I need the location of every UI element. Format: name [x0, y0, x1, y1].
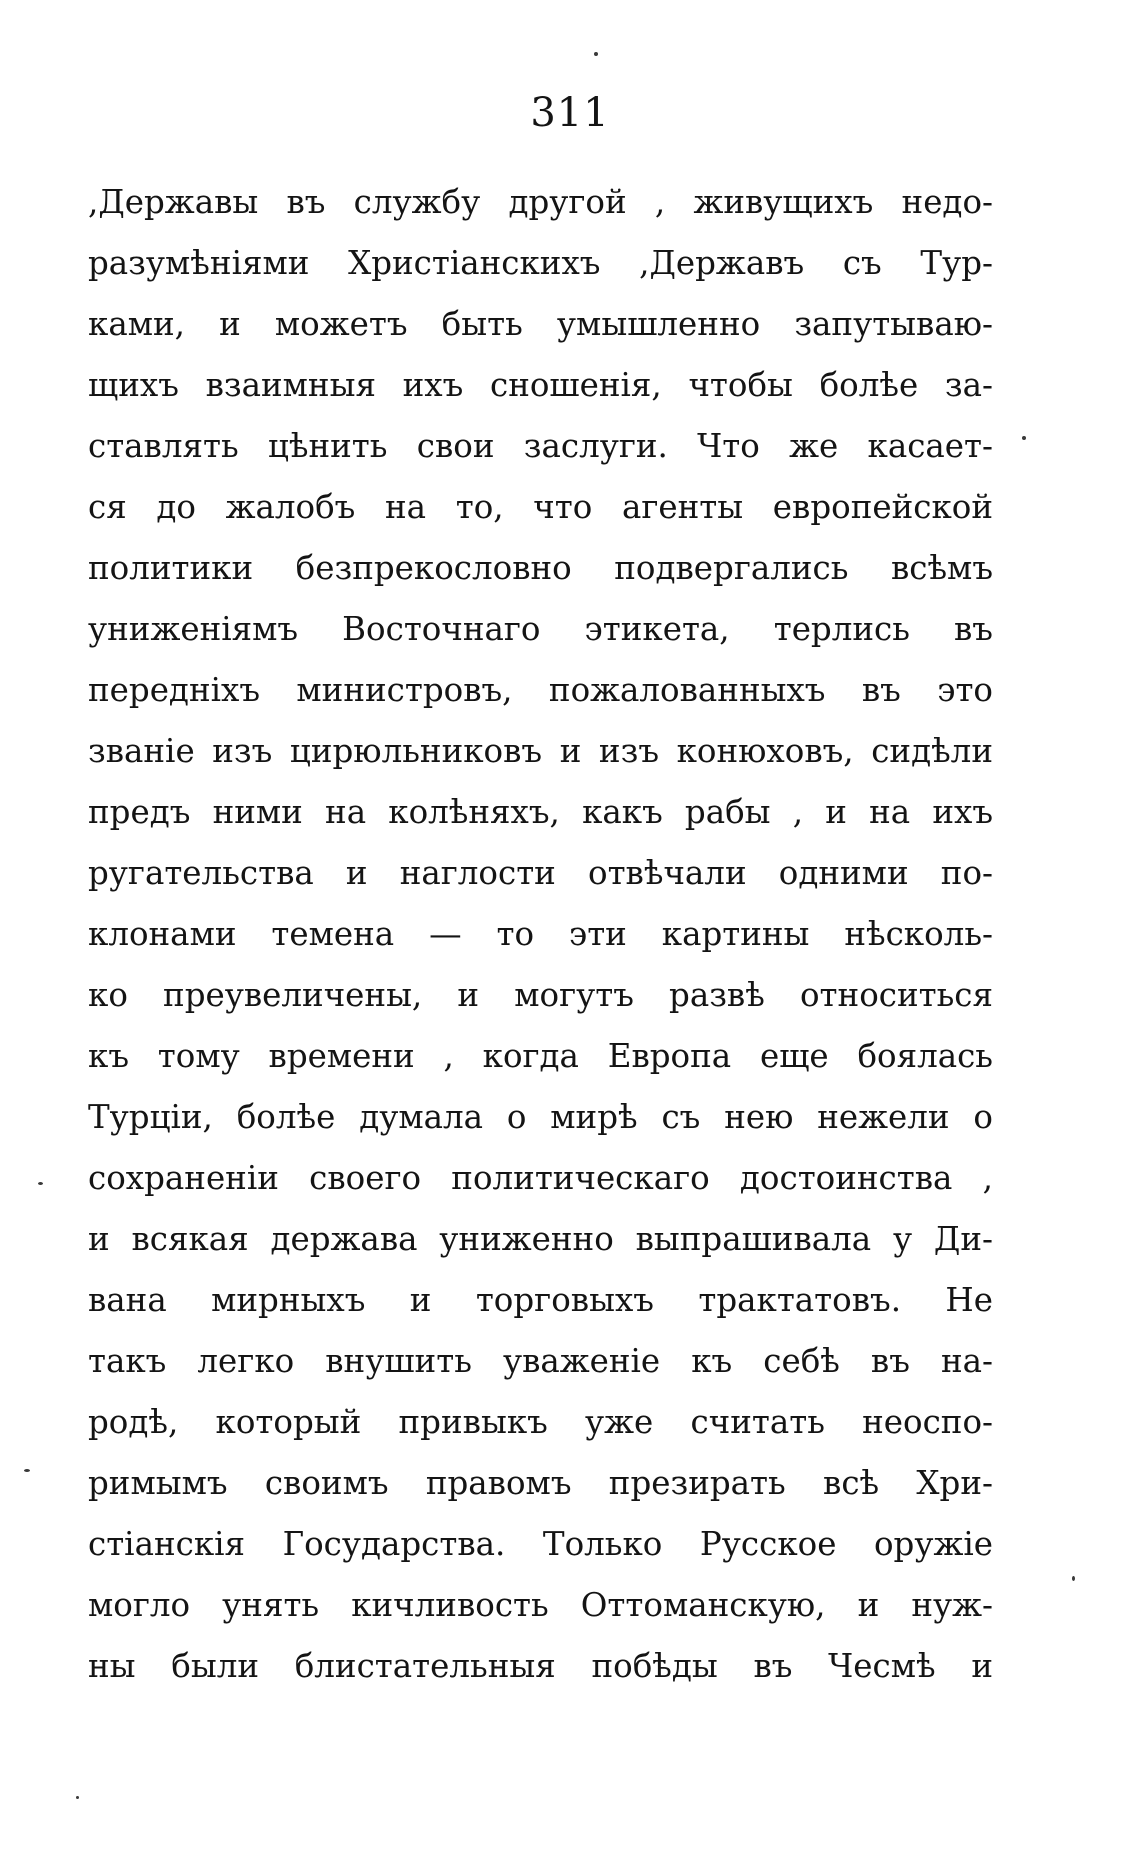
text-line: римымъ своимъ правомъ презирать всѣ Хри-	[88, 1464, 993, 1502]
scan-speck	[24, 1469, 30, 1472]
text-line: ками, и можетъ быть умышленно запутываю-	[88, 305, 993, 343]
text-line: передніхъ министровъ, пожалованныхъ въ это	[88, 671, 993, 709]
text-line: ся до жалобъ на то, что агенты европейской	[88, 488, 993, 526]
text-line: родѣ, который привыкъ уже считать неоспо-	[88, 1403, 993, 1441]
scan-speck	[76, 1796, 79, 1799]
text-line: ны были блистательныя побѣды въ Чесмѣ и	[88, 1647, 993, 1685]
text-line: и всякая держава униженно выпрашивала у Ди-	[88, 1220, 993, 1258]
page-text	[88, 172, 993, 1697]
text-line: щихъ взаимныя ихъ сношенія, чтобы болѣе за-	[88, 366, 993, 404]
text-line: ко преувеличены, и могутъ развѣ относиться	[88, 976, 993, 1014]
text-line: клонами темена — то эти картины нѣсколь-	[88, 915, 993, 953]
text-line: униженіямъ Восточнаго этикета, терлись въ	[88, 610, 993, 648]
text-line: разумѣніями Христіанскихъ ,Державъ съ Тур-	[88, 244, 993, 282]
text-line: сохраненіи своего политическаго достоинства ,	[88, 1159, 993, 1197]
text-line: вана мирныхъ и торговыхъ трактатовъ. Не	[88, 1281, 993, 1319]
page-number: 311	[530, 90, 610, 136]
text-line: такъ легко внушить уваженіе къ себѣ въ на-	[88, 1342, 993, 1380]
text-line: стіанскія Государства. Только Русское оружіе	[88, 1525, 993, 1563]
text-line: къ тому времени , когда Европа еще боялась	[88, 1037, 993, 1075]
text-line: званіе изъ цирюльниковъ и изъ конюховъ, сидѣли	[88, 732, 993, 770]
text-line: политики безпрекословно подвергались всѣмъ	[88, 549, 993, 587]
text-line: ругательства и наглости отвѣчали одними по-	[88, 854, 993, 892]
scan-speck	[1022, 436, 1026, 440]
scan-speck	[1072, 1576, 1075, 1581]
text-line: предъ ними на колѣняхъ, какъ рабы , и на ихъ	[88, 793, 993, 831]
text-line: ,Державы въ службу другой , живущихъ недо-	[88, 183, 993, 221]
text-line: могло унять кичливость Оттоманскую, и нуж-	[88, 1586, 993, 1624]
scan-speck	[594, 52, 598, 56]
text-line: ставлять цѣнить свои заслуги. Что же касает-	[88, 427, 993, 465]
scan-speck	[38, 1182, 43, 1185]
text-line: Турціи, болѣе думала о мирѣ съ нею нежели о	[88, 1098, 993, 1136]
